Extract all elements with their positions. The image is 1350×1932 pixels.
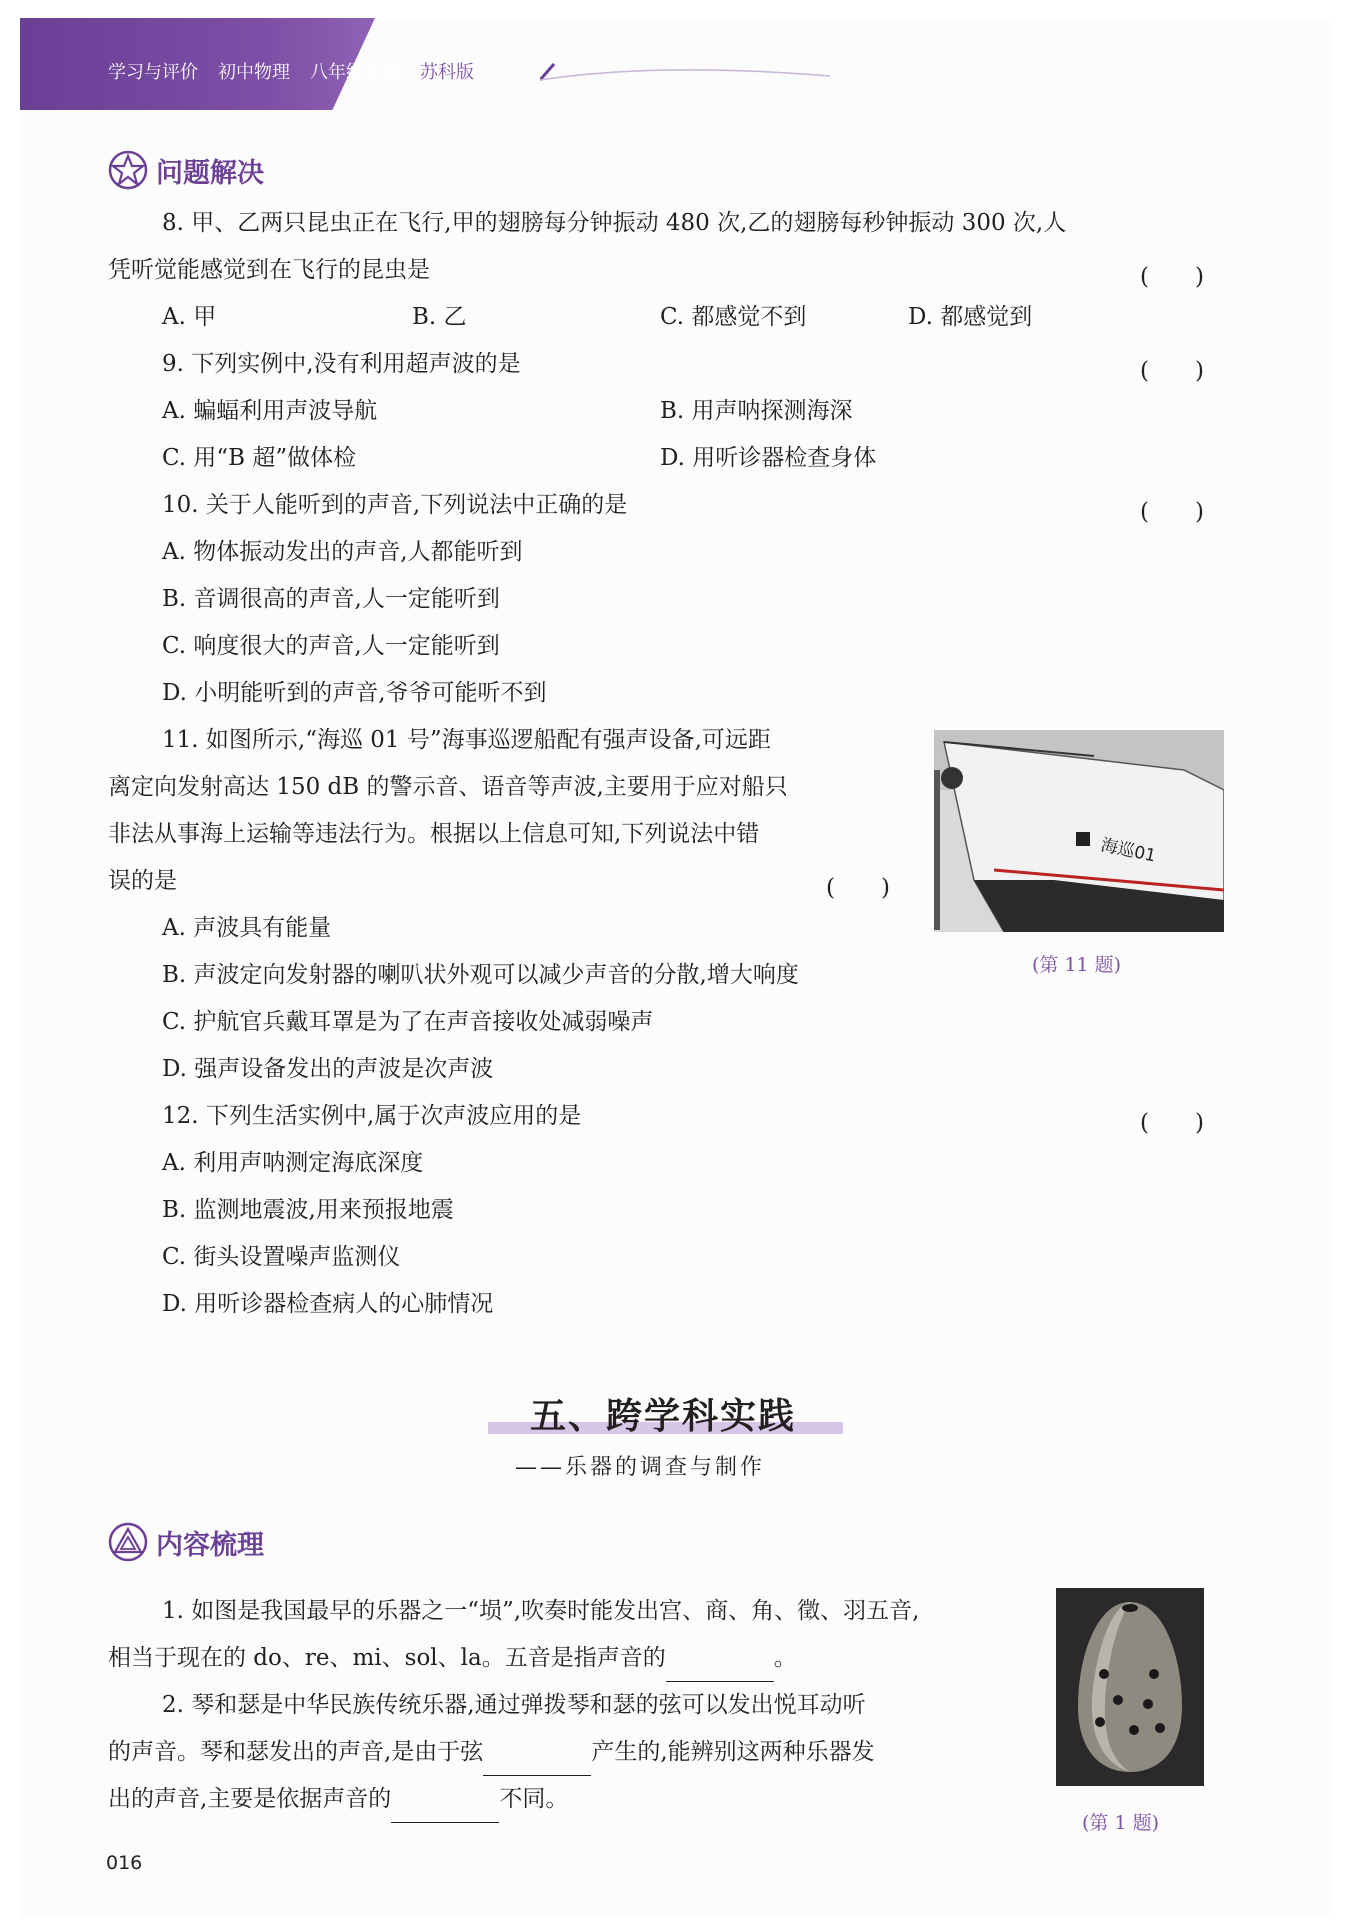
q10-option-a: A. 物体振动发出的声音,人都能听到 <box>162 539 523 565</box>
q11-option-d: D. 强声设备发出的声波是次声波 <box>162 1056 494 1082</box>
q11-line4: 误的是 <box>108 868 177 894</box>
p2-line3-end: 不同。 <box>499 1786 569 1812</box>
q11-line2: 离定向发射高达 150 dB 的警示音、语音等声波,主要用于应对船只 <box>108 774 788 800</box>
header-publisher: 苏科版 <box>420 62 474 83</box>
q8-option-a: A. 甲 <box>162 304 217 330</box>
section-title: 内容梳理 <box>156 1529 264 1561</box>
q10-stem: 10. 关于人能听到的声音,下列说法中正确的是 <box>162 492 628 518</box>
p1-line2 <box>108 1635 797 1682</box>
page-number: 016 <box>106 1852 143 1874</box>
answer-paren: ( ) <box>1140 358 1204 384</box>
q12-stem: 12. 下列生活实例中,属于次声波应用的是 <box>162 1103 582 1129</box>
q9-option-a: A. 蝙蝠利用声波导航 <box>162 398 378 424</box>
section-title-interdisciplinary: 五、跨学科实践 <box>530 1396 797 1437</box>
section-title: 问题解决 <box>156 157 264 189</box>
p2-line3-text: 出的声音,主要是依据声音的 <box>108 1786 392 1812</box>
q11-option-c: C. 护航官兵戴耳罩是为了在声音接收处减弱噪声 <box>162 1009 654 1035</box>
header-grade: 八年级上册 <box>310 62 400 83</box>
q9-option-d: D. 用听诊器检查身体 <box>660 445 877 471</box>
answer-paren: ( ) <box>1140 264 1204 290</box>
q10-option-d: D. 小明能听到的声音,爷爷可能听不到 <box>162 680 547 706</box>
p2-line2-end: 产生的,能辨别这两种乐器发 <box>591 1739 875 1765</box>
section-subtitle: ——乐器的调查与制作 <box>515 1455 766 1480</box>
q10-option-b: B. 音调很高的声音,人一定能听到 <box>162 586 500 612</box>
section-heading-problem-solving <box>108 150 264 190</box>
xun-instrument-photo <box>1056 1588 1204 1786</box>
header <box>108 56 474 86</box>
p1-line2-end: 。 <box>773 1645 797 1671</box>
q8-option-d: D. 都感觉到 <box>908 304 1033 330</box>
q12-option-c: C. 街头设置噪声监测仪 <box>162 1244 401 1270</box>
figure-caption-q11: (第 11 题) <box>1032 954 1122 976</box>
section-heading-content-review <box>108 1522 264 1562</box>
p2-line2 <box>108 1729 875 1776</box>
ship-hull-label: 海巡01 <box>1098 835 1158 867</box>
p1-line1: 1. 如图是我国最早的乐器之一“埙”,吹奏时能发出宫、商、角、徵、羽五音, <box>162 1598 920 1624</box>
patrol-ship-photo <box>934 730 1224 932</box>
p2-line3 <box>108 1776 568 1823</box>
p2-line1: 2. 琴和瑟是中华民族传统乐器,通过弹拨琴和瑟的弦可以发出悦耳动听 <box>162 1692 866 1718</box>
q11-option-b: B. 声波定向发射器的喇叭状外观可以减少声音的分散,增大响度 <box>162 962 799 988</box>
star-icon <box>108 150 148 190</box>
q12-option-b: B. 监测地震波,用来预报地震 <box>162 1197 454 1223</box>
q8-line2: 凭听觉能感觉到在飞行的昆虫是 <box>108 257 430 283</box>
pen-swoosh-icon <box>540 58 840 88</box>
q8-option-b: B. 乙 <box>412 304 467 330</box>
figure-caption-p1: (第 1 题) <box>1082 1812 1159 1834</box>
p1-line2-text: 相当于现在的 do、re、mi、sol、la。五音是指声音的 <box>108 1645 666 1671</box>
header-series: 学习与评价 <box>108 62 198 83</box>
fill-blank[interactable] <box>666 1655 774 1682</box>
q8-option-c: C. 都感觉不到 <box>660 304 807 330</box>
q9-option-b: B. 用声呐探测海深 <box>660 398 853 424</box>
answer-paren: ( ) <box>1140 499 1204 525</box>
q11-option-a: A. 声波具有能量 <box>162 915 332 941</box>
fill-blank[interactable] <box>391 1796 499 1823</box>
p2-line2-text: 的声音。琴和瑟发出的声音,是由于弦 <box>108 1739 484 1765</box>
q10-option-c: C. 响度很大的声音,人一定能听到 <box>162 633 500 659</box>
fill-blank[interactable] <box>483 1749 591 1776</box>
answer-paren: ( ) <box>1140 1110 1204 1136</box>
q11-line3: 非法从事海上运输等违法行为。根据以上信息可知,下列说法中错 <box>108 821 760 847</box>
q9-stem: 9. 下列实例中,没有利用超声波的是 <box>162 351 521 377</box>
answer-paren: ( ) <box>826 875 890 901</box>
q9-option-c: C. 用“B 超”做体检 <box>162 445 357 471</box>
q12-option-a: A. 利用声呐测定海底深度 <box>162 1150 424 1176</box>
triangle-icon <box>108 1522 148 1562</box>
q12-option-d: D. 用听诊器检查病人的心肺情况 <box>162 1291 494 1317</box>
q8-line1: 8. 甲、乙两只昆虫正在飞行,甲的翅膀每分钟振动 480 次,乙的翅膀每秒钟振动 300 次,人 <box>162 210 1067 236</box>
header-subject: 初中物理 <box>218 62 290 83</box>
q11-line1: 11. 如图所示,“海巡 01 号”海事巡逻船配有强声设备,可远距 <box>162 727 771 753</box>
